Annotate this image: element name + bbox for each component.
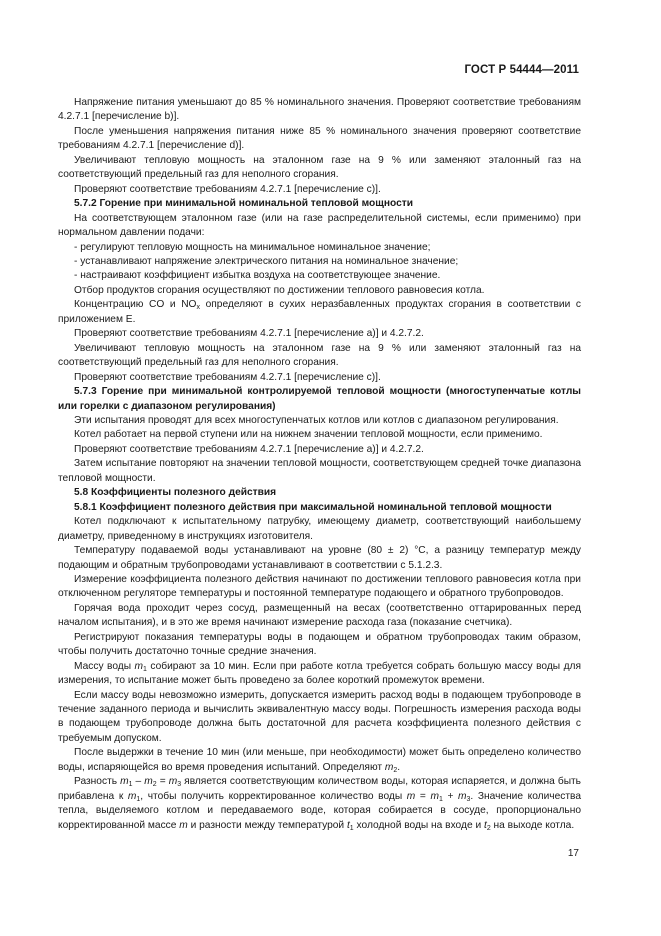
paragraph: Массу воды $m_1$ собирают за 10 мин. Если при работе котла требуется собрать большую массу воды для измерения, то испытание может быть проведено за более короткий промежуток времени.: [58, 660, 581, 687]
paragraph: Проверяют соответствие требованиям 4.2.7.1 [перечисление а)] и 4.2.7.2.: [74, 328, 424, 340]
list-item: - устанавливают напряжение электрического питания на номинальное значение;: [74, 255, 459, 267]
paragraph: После уменьшения напряжения питания ниже 85 % номинального значения проверяют соответствие требованиям 4.2.7.1 [перечисление d)].: [58, 125, 581, 152]
paragraph: Проверяют соответствие требованиям 4.2.7.1 [перечисление а)] и 4.2.7.2.: [74, 443, 424, 455]
paragraph: Напряжение питания уменьшают до 85 % номинального значения. Проверяют соответствие требованиям 4.2.7.1 [перечисление b)].: [58, 97, 581, 123]
paragraph: Концентрацию CO и $NO_x$ определяют в сухих неразбавленных продуктах сгорания в соответствии с приложением Е.: [58, 299, 581, 325]
paragraph: Измерение коэффициента полезного действия начинают по достижении теплового равновесия котла при отключенном регуляторе температуры и постоянной температуре подающего и обратного трубопроводов.: [58, 573, 581, 600]
section-heading: 5.7.2 Горение при минимальной номинальной тепловой мощности: [74, 198, 413, 210]
section-heading: 5.7.3 Горение при минимальной контролируемой тепловой мощности (многоступенчатые котлы или горелки с диапазоном регулирования): [58, 386, 581, 412]
paragraph: На соответствующем эталонном газе (или на газе распределительной системы, если применимо) при нормальном давлении подачи:: [58, 212, 581, 239]
page-number: 17: [567, 848, 579, 859]
list-item: - регулируют тепловую мощность на минимальное номинальное значение;: [74, 241, 431, 253]
paragraph: Температуру подаваемой воды устанавливают на уровне (80 ± 2) °С, а разницу температур между подающим и обратным трубопроводами устанавливают в соответствии с 5.1.2.3.: [58, 545, 581, 571]
paragraph: Котел работает на первой ступени или на нижнем значении тепловой мощности, если применимо.: [74, 429, 543, 441]
paragraph: Если массу воды невозможно измерить, допускается измерить расход воды в подающем трубопроводе в течение заданного периода и вычислить эквивалентную массу воды. Погрешность измерения расхода воды в подающем трубопроводе должна быть достаточной для расчета коэффициента полезного действия с требуемым допуском.: [58, 689, 581, 744]
list-item: - настраивают коэффициент избытка воздуха на соответствующее значение.: [74, 270, 441, 282]
paragraph: Увеличивают тепловую мощность на эталонном газе на 9 % или заменяют эталонный газ на соответствующий предельный газ для неполного сгорания.: [58, 154, 581, 181]
paragraph: Разность $m_1 - m_2 = m_3$ является соответствующим количеством воды, которая испаряется, и должна быть прибавлена к $m_1$, чтобы получить корректированное количество воды $m = m_1 + m_3$. Значение количества тепла, выделяемого котлом и передаваемого воде, которая собирается в сосуде, пропорционально корректированной массе m и разности между температурой $t_1$ холодной воды на входе и $t_2$ на выходе котла.: [58, 776, 581, 832]
paragraph: Проверяют соответствие требованиям 4.2.7.1 [перечисление с)].: [74, 371, 381, 383]
paragraph: Увеличивают тепловую мощность на эталонном газе на 9 % или заменяют эталонный газ на соответствующий предельный газ для неполного сгорания.: [58, 342, 581, 369]
standard-designation: ГОСТ Р 54444—2011: [464, 64, 579, 76]
paragraph: Регистрируют показания температуры воды в подающем и обратном трубопроводах таким образом, чтобы получить достаточно точные средние значения.: [58, 631, 581, 658]
section-heading: 5.8 Коэффициенты полезного действия: [74, 487, 277, 499]
section-heading: 5.8.1 Коэффициент полезного действия при максимальной номинальной тепловой мощности: [74, 501, 552, 513]
paragraph: Затем испытание повторяют на значении тепловой мощности, соответствующем средней точке диапазона тепловой мощности.: [58, 458, 581, 484]
paragraph: Горячая вода проходит через сосуд, размещенный на весах (соответственно оттарированных перед началом испытания), и в это же время начинают измерение расхода газа (показание счетчика).: [58, 602, 581, 629]
paragraph: Проверяют соответствие требованиям 4.2.7.1 [перечисление с)].: [74, 183, 381, 195]
paragraph: Отбор продуктов сгорания осуществляют по достижении теплового равновесия котла.: [74, 284, 485, 296]
paragraph: Эти испытания проводят для всех многоступенчатых котлов или котлов с диапазоном регулирования.: [74, 414, 559, 426]
paragraph: Котел подключают к испытательному патрубку, имеющему диаметр, соответствующий наибольшему диаметру, приведенному в инструкциях изготовителя.: [58, 516, 581, 542]
page-body: [58, 96, 581, 833]
paragraph: После выдержки в течение 10 мин (или меньше, при необходимости) может быть определено количество воды, испаряющейся во время проведения испытаний. Определяют $m_2$.: [58, 747, 581, 774]
